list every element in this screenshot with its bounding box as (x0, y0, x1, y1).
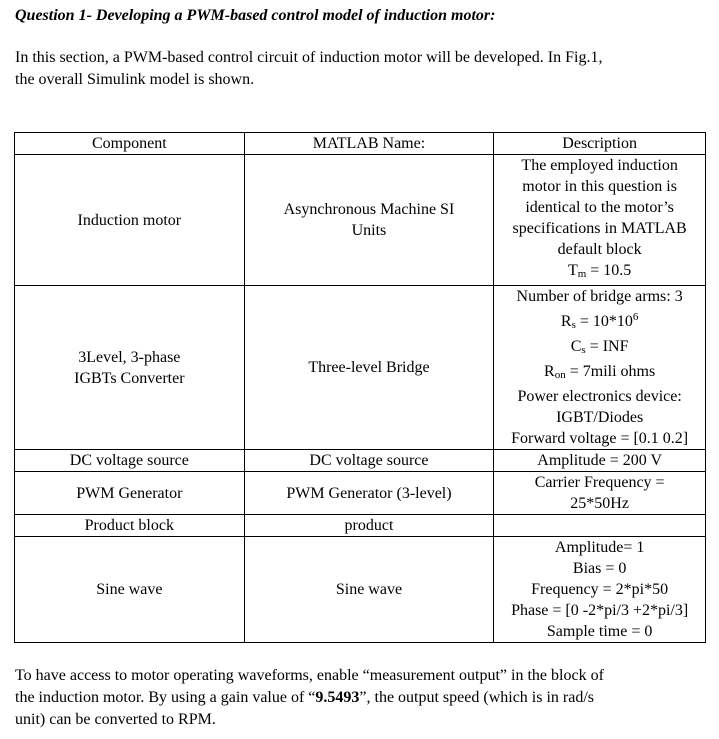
description-line: identical to the motor’s (525, 199, 674, 216)
matlab-name-line: Units (351, 222, 387, 239)
closing-paragraph (15, 665, 705, 731)
cell-matlab-name (244, 155, 494, 286)
description-line: IGBT/Diodes (556, 409, 644, 426)
cell-matlab-name: Sine wave (244, 537, 494, 643)
cell-component: PWM Generator (15, 472, 245, 515)
description-line: Carrier Frequency = (534, 474, 665, 491)
description-line: The employed induction (521, 157, 678, 174)
cell-component: DC voltage source (15, 450, 245, 472)
description-line: Amplitude= 1 (554, 539, 645, 556)
table-row (15, 450, 706, 472)
table-row (15, 515, 706, 537)
closing-line-1: To have access to motor operating waveforms, enable “measurement output” in the block of (15, 667, 604, 684)
gain-value: 9.5493 (315, 689, 360, 706)
cell-matlab-name: PWM Generator (3-level) (244, 472, 494, 515)
rs-value: $Rs = 10*10^6$ (560, 311, 639, 331)
cell-description: Amplitude = 200 V (494, 450, 706, 472)
closing-line-3: unit) can be converted to RPM. (15, 711, 216, 728)
description-line: default block (557, 241, 642, 258)
component-line: IGBTs Converter (74, 369, 185, 387)
cell-component (15, 286, 245, 450)
header-description: Description (494, 133, 706, 155)
cell-description (494, 155, 706, 286)
description-line: 25*50Hz (570, 495, 629, 512)
components-table (14, 132, 706, 643)
cell-description (494, 537, 706, 643)
table-row (15, 537, 706, 643)
ron-value: Ron = 7mili ohms (544, 363, 656, 381)
description-line: Bias = 0 (572, 560, 627, 577)
description-line: motor in this question is (522, 178, 677, 195)
cell-description (494, 472, 706, 515)
description-line: Phase = [0 -2*pi/3 +2*pi/3] (511, 602, 689, 619)
description-line: Number of bridge arms: 3 (516, 288, 683, 305)
header-component: Component (15, 133, 245, 155)
intro-line-1: In this section, a PWM-based control circuit of induction motor will be developed. In Fig.1, (15, 49, 603, 66)
cell-matlab-name: Three-level Bridge (244, 286, 494, 450)
description-line: Forward voltage = [0.1 0.2] (511, 430, 689, 447)
table-row (15, 286, 706, 450)
question-heading: Question 1- Developing a PWM-based control model of induction motor: (15, 7, 496, 24)
table-row (15, 155, 706, 286)
description-line: specifications in MATLAB (512, 220, 687, 237)
cell-component: Sine wave (15, 537, 245, 643)
cell-matlab-name: DC voltage source (244, 450, 494, 472)
header-matlab-name: MATLAB Name: (244, 133, 494, 155)
cell-component: Product block (15, 515, 245, 537)
cell-matlab-name: product (244, 515, 494, 537)
tm-value: Tm = 10.5 (567, 262, 632, 280)
description-line: Sample time = 0 (546, 623, 653, 640)
description-line: Frequency = 2*pi*50 (531, 581, 669, 598)
intro-paragraph (15, 47, 705, 91)
cell-description (494, 286, 706, 450)
intro-line-2: the overall Simulink model is shown. (15, 71, 255, 88)
table-header-row (15, 133, 706, 155)
cs-value: Cs = INF (570, 338, 629, 356)
matlab-name-line: Asynchronous Machine SI (283, 201, 455, 218)
cell-component: Induction motor (15, 155, 245, 286)
closing-line-2b: ”, the output speed (which is in rad/s (359, 689, 595, 706)
table-row (15, 472, 706, 515)
cell-description (494, 515, 706, 537)
component-line: 3Level, 3-phase (78, 348, 181, 366)
closing-line-2a: the induction motor. By using a gain value of “ (15, 689, 316, 706)
description-line: Power electronics device: (517, 388, 682, 405)
